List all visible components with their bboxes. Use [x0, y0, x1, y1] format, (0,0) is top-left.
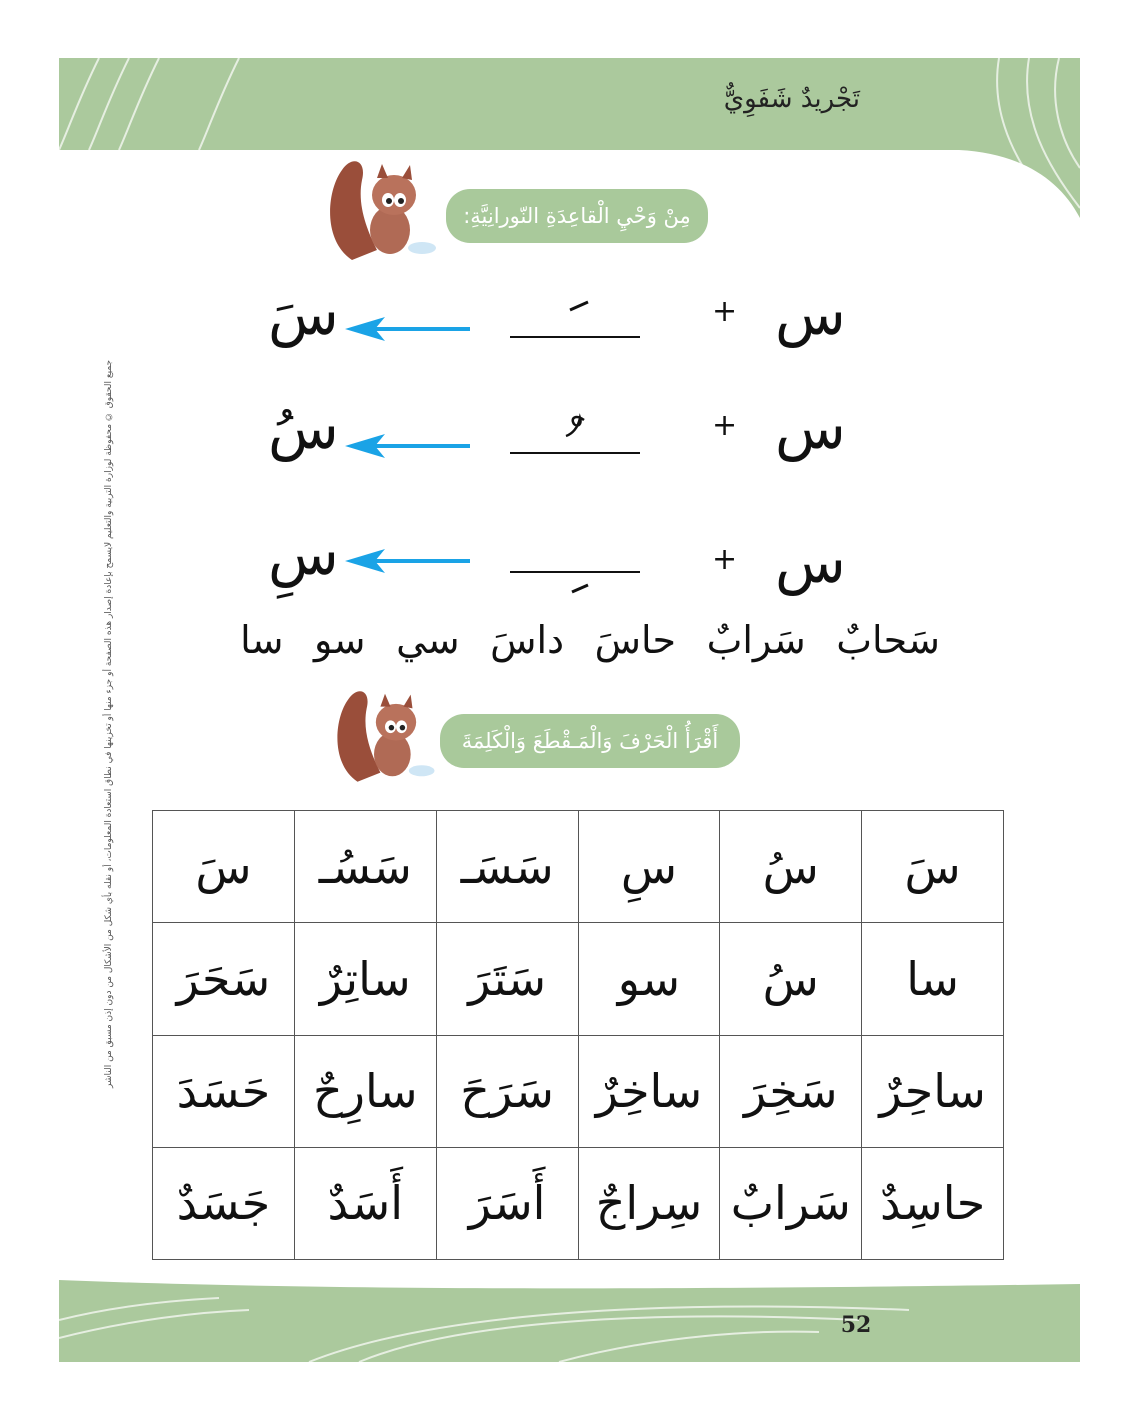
equation-row-kasra [0, 520, 1138, 610]
footer-band [59, 1280, 1080, 1362]
table-row [153, 1147, 1004, 1259]
table-cell: سُ [720, 923, 862, 1035]
word-list [240, 618, 940, 678]
arrow-left-icon [345, 548, 470, 574]
table-row [153, 1035, 1004, 1147]
page-number: 52 [840, 1312, 872, 1338]
word-item: سَحابٌ [836, 618, 940, 662]
table-cell: سا [862, 923, 1004, 1035]
table-cell: سارِحٌ [294, 1035, 436, 1147]
table-cell: سو [578, 923, 720, 1035]
word-item: سي [396, 618, 460, 662]
page-title: تَجْريدٌ شَفَوِيٌّ [723, 84, 860, 114]
word-item: حاسَ [594, 618, 677, 662]
copyright-note: جميع الحقوق © محفوظة لوزارة التربية والتعليم لايسمح بإعادة إصدار هذه الصفحة أو جزء منها أو تخزينها في نطاق استعادة المعلومات، أو نقله بأي شكل من الأشكال من دون إذن مسبق من الناشر [104, 360, 114, 1089]
arrow-left-icon [345, 316, 470, 342]
section-label-reading: أَقْرَأُ الْحَرْفَ وَالْمَـقْطَعَ وَالْكَلِمَةَ [440, 714, 740, 768]
table-cell: سُ [720, 811, 862, 923]
header-band [59, 58, 1080, 298]
table-cell: سَ [862, 811, 1004, 923]
table-cell: سِ [578, 811, 720, 923]
table-cell: حاسِدٌ [862, 1147, 1004, 1259]
table-cell: ساتِرٌ [294, 923, 436, 1035]
squirrel-mascot-icon [330, 676, 440, 794]
result-syllable: سِ [268, 520, 339, 588]
word-item: سو [314, 618, 366, 662]
table-cell: حَسَدَ [153, 1035, 295, 1147]
table-cell: سَرابٌ [720, 1147, 862, 1259]
table-cell: سَسُـ [294, 811, 436, 923]
base-letter: س [775, 394, 846, 462]
reading-table [152, 810, 1004, 1260]
section-label-rule: مِنْ وَحْيِ الْقاعِدَةِ النّورانِيَّةِ: [446, 189, 708, 243]
plus-sign: + [712, 408, 738, 443]
table-cell: سِراجٌ [578, 1147, 720, 1259]
table-cell: ساحِرٌ [862, 1035, 1004, 1147]
equation-row-damma [0, 386, 1138, 476]
word-item: داسَ [490, 618, 565, 662]
table-cell: سَتَرَ [436, 923, 578, 1035]
base-letter: س [775, 528, 846, 596]
table-row [153, 811, 1004, 923]
arrow-left-icon [345, 433, 470, 459]
squirrel-mascot-icon [322, 150, 442, 268]
damma-mark [510, 396, 640, 466]
equation-row-fatha [0, 272, 1138, 362]
table-cell: سَرَحَ [436, 1035, 578, 1147]
word-item: سا [240, 618, 284, 662]
plus-sign: + [712, 542, 738, 577]
table-cell: سَسَـ [436, 811, 578, 923]
table-cell: ساخِرٌ [578, 1035, 720, 1147]
table-cell: أَسَدٌ [294, 1147, 436, 1259]
table-cell: سَ [153, 811, 295, 923]
base-letter: س [775, 280, 846, 348]
table-cell: سَخِرَ [720, 1035, 862, 1147]
plus-sign: + [712, 294, 738, 329]
result-syllable: سَ [268, 280, 339, 348]
table-cell: جَسَدٌ [153, 1147, 295, 1259]
word-item: سَرابٌ [706, 618, 806, 662]
table-cell: أَسَرَ [436, 1147, 578, 1259]
table-cell: سَحَرَ [153, 923, 295, 1035]
kasra-mark [510, 530, 640, 600]
result-syllable: سُ [268, 394, 339, 462]
table-row [153, 923, 1004, 1035]
fatha-mark [510, 282, 640, 352]
